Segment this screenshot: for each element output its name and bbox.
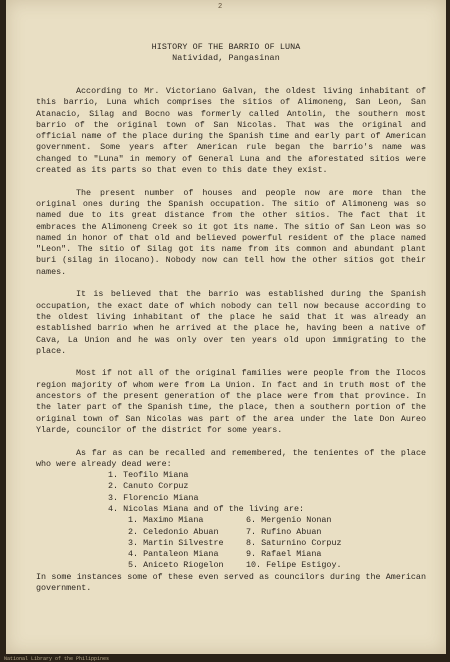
list-item-right: 10. Felipe Estigoy. bbox=[246, 560, 342, 571]
list-item-right: 6. Mergenio Nonan bbox=[246, 515, 332, 526]
page-mark: 2 bbox=[218, 3, 223, 11]
paragraph-5-text: As far as can be recalled and remembered, the tenientes of the place who were already dead were: bbox=[36, 447, 426, 469]
list-item: 3. Florencio Miana bbox=[108, 492, 199, 503]
document-body bbox=[36, 86, 426, 606]
footer-note: National Library of the Philippines bbox=[4, 656, 110, 662]
paragraph-3-text: It is believed that the barrio was established during the Spanish occupation, the exact date of which nobody can tell now because according to the oldest living inhabitant of the place he said that it was already an established barrio when he arrived at the place he, having been a native of Cava, La Union and he was only over ten years old upon immigrating to the place. bbox=[36, 289, 426, 356]
list-item: 4. Nicolas Miana and of the living are: bbox=[108, 503, 305, 514]
document-title: HISTORY OF THE BARRIO OF LUNA bbox=[151, 42, 301, 52]
list-item-left: 5. Aniceto Riogelon bbox=[128, 560, 224, 571]
paragraph-2-text: The present number of houses and people now are more than the original ones during the Spanish occupation. The sitio of Alimoneng was so named due to its great distance from the other sitios. The fact that it embraces the Alimoneng Creek so it got its name. The sitio of San Leon was so named in honor of that old and believed powerful resident of the place named "Leon". The sitio of Silag got its name from its common and abundant plant buri (silag in ilocano). Nobody now can tell how the other sitios got their names. bbox=[36, 187, 426, 277]
list-item bbox=[128, 527, 426, 538]
living-tenientes-list bbox=[36, 515, 426, 571]
paragraph-1-text: According to Mr. Victoriano Galvan, the oldest living inhabitant of this barrio, Luna which comprises the sitios of Alimoneng, San Leon, San Atanacio, Silag and Bocno was formerly called Antolin, the southern most barrio of the original town of San Nicolas. That was the original and official name of the place during the Spanish time and early part of American government. Some years after American rule began the barrio's name was changed to "Luna" in memory of General Luna and the aforestated sitios were created as its parts so that even to this date they exist. bbox=[36, 86, 426, 176]
list-item: 2. Canuto Corpuz bbox=[108, 481, 189, 492]
list-item-right: 9. Rafael Miana bbox=[246, 549, 322, 560]
list-item-left: 1. Maximo Miana bbox=[128, 515, 204, 526]
list-item-right: 8. Saturnino Corpuz bbox=[246, 537, 342, 548]
list-item bbox=[128, 515, 426, 526]
paragraph-5 bbox=[36, 448, 426, 471]
document-subtitle: Natividad, Pangasinan bbox=[172, 53, 280, 63]
paragraph-1 bbox=[36, 86, 426, 176]
paragraph-4 bbox=[36, 368, 426, 436]
list-item: 1. Teofilo Miana bbox=[108, 470, 189, 481]
list-item-left: 4. Pantaleon Miana bbox=[128, 549, 219, 560]
document-page bbox=[6, 0, 446, 654]
list-item-left: 2. Celedonio Abuan bbox=[128, 526, 219, 537]
list-item-left: 3. Martin Silvestre bbox=[128, 537, 224, 548]
paragraph-2 bbox=[36, 188, 426, 278]
dead-tenientes-list bbox=[36, 470, 426, 515]
closing-paragraph: In some instances some of these even served as councilors during the American government. bbox=[36, 571, 426, 594]
list-item-right: 7. Rufino Abuan bbox=[246, 526, 322, 537]
paragraph-3 bbox=[36, 289, 426, 357]
list-item bbox=[128, 549, 426, 560]
paragraph-4-text: Most if not all of the original families were people from the Ilocos region majority of whom were from La Union. In fact and in truth most of the ancestors of the present generation of the place were from that province. In the later part of the Spanish time, the place, then a southern portion of the original town of San Nicolas was part of the area under the late Don Aureo Ylarde, councilor of the district for some years. bbox=[36, 368, 426, 435]
list-item bbox=[128, 560, 426, 571]
list-item bbox=[128, 538, 426, 549]
